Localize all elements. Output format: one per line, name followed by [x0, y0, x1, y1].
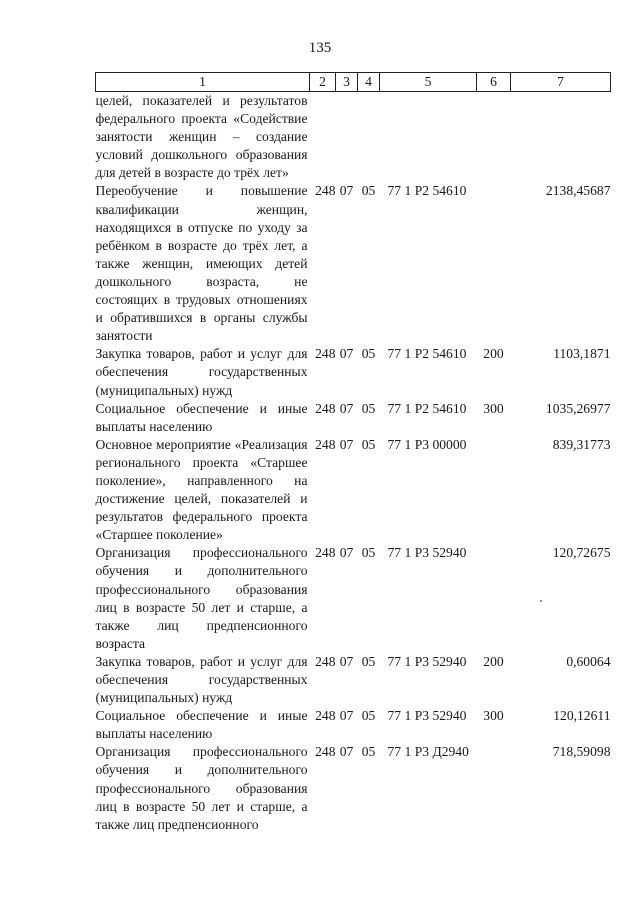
- page-number: 135: [308, 40, 332, 56]
- cell-target-article: [380, 92, 477, 183]
- cell-section: 07: [339, 545, 354, 561]
- cell-admin-code: 248: [315, 744, 336, 760]
- cell-admin-code: 248: [315, 436, 336, 452]
- cell-target-article: 77 1 Р3 Д2940: [387, 744, 469, 760]
- row-name: Организация профессионального обучения и дополнительного профессионального образования лиц в возрасте 50 лет и старше, а также лиц предпенсионного: [95, 744, 308, 832]
- row-name: Социальное обеспечение и иные выплаты населению: [95, 400, 308, 434]
- cell-expense-type: [477, 92, 511, 183]
- cell-expense-type: [477, 544, 511, 653]
- cell-target-article: 77 1 Р3 52940: [387, 545, 467, 561]
- cell-section: 07: [339, 744, 354, 760]
- row-name: Закупка товаров, работ и услуг для обеспечения государственных (муниципальных) нужд: [95, 653, 308, 706]
- cell-expense-type: 300: [483, 708, 504, 724]
- cell-target-article: 77 1 Р2 54610: [387, 400, 467, 416]
- cell-section: [336, 92, 358, 183]
- cell-admin-code: 248: [315, 708, 336, 724]
- cell-amount: 1103,1871: [553, 346, 611, 362]
- cell-section: 07: [339, 436, 354, 452]
- cell-amount: 839,31773: [552, 436, 611, 452]
- table-row: [96, 743, 611, 833]
- cell-target-article: 77 1 Р2 54610: [387, 183, 467, 199]
- cell-expense-type: 300: [483, 400, 504, 416]
- table-row: [96, 544, 611, 653]
- cell-section: 07: [339, 653, 354, 669]
- row-name: Организация профессионального обучения и дополнительного профессионального образования лиц в возрасте 50 лет и старше, а также лиц предпенсионного возраста: [95, 545, 308, 651]
- table-row: [96, 92, 611, 183]
- column-header: 1: [96, 73, 310, 92]
- cell-expense-type: [477, 436, 511, 545]
- cell-expense-type: [477, 182, 511, 345]
- cell-amount: 0,60064: [566, 653, 611, 669]
- cell-subsection: 05: [361, 744, 376, 760]
- table-row: [96, 707, 611, 743]
- row-name: Основное мероприятие «Реализация регионального проекта «Старшее поколение», направленного на достижение целей, показателей и результатов федерального проекта «Старшее поколение»: [95, 436, 308, 543]
- cell-admin-code: 248: [315, 346, 336, 362]
- cell-amount: 718,59098: [552, 744, 611, 760]
- cell-section: 07: [339, 346, 354, 362]
- column-header: 5: [380, 73, 477, 92]
- row-name: Социальное обеспечение и иные выплаты населению: [95, 708, 308, 742]
- cell-subsection: 05: [361, 436, 376, 452]
- cell-subsection: 05: [361, 653, 376, 669]
- cell-expense-type: 200: [483, 653, 504, 669]
- row-name: целей, показателей и результатов федерального проекта «Содействие занятости женщин – создание условий дошкольного образования для детей в возрасте до трёх лет»: [95, 93, 308, 181]
- cell-admin-code: 248: [315, 400, 336, 416]
- cell-target-article: 77 1 Р3 52940: [387, 653, 467, 669]
- cell-target-article: 77 1 Р2 54610: [387, 346, 467, 362]
- table-row: [96, 345, 611, 399]
- cell-subsection: [358, 92, 380, 183]
- table-header-row: [96, 73, 611, 92]
- cell-expense-type: [477, 743, 511, 833]
- column-header: 2: [310, 73, 336, 92]
- cell-amount: 120,12611: [553, 708, 611, 724]
- cell-expense-type: 200: [483, 346, 504, 362]
- table-row: [96, 653, 611, 707]
- cell-subsection: 05: [361, 400, 376, 416]
- cell-subsection: 05: [361, 346, 376, 362]
- row-name: Закупка товаров, работ и услуг для обеспечения государственных (муниципальных) нужд: [95, 346, 308, 398]
- cell-amount: 2138,45687: [545, 183, 611, 199]
- cell-subsection: 05: [361, 708, 376, 724]
- cell-amount: [511, 92, 611, 183]
- cell-admin-code: [310, 92, 336, 183]
- cell-admin-code: 248: [315, 545, 336, 561]
- cell-section: 07: [339, 400, 354, 416]
- column-header: 3: [336, 73, 358, 92]
- table-row: [96, 182, 611, 345]
- column-header: 4: [358, 73, 380, 92]
- column-header: 7: [511, 73, 611, 92]
- cell-subsection: 05: [361, 183, 376, 199]
- cell-admin-code: 248: [315, 653, 336, 669]
- table-row: [96, 436, 611, 545]
- budget-table: [95, 72, 611, 834]
- scan-speck: [540, 600, 542, 602]
- cell-section: 07: [339, 183, 354, 199]
- cell-amount: 1035,26977: [545, 400, 611, 416]
- cell-target-article: 77 1 Р3 52940: [387, 708, 467, 724]
- row-name: Переобучение и повышение квалификации женщин, находящихся в отпуске по уходу за ребёнком в возрасте до трёх лет, а также женщин, имеющих детей дошкольного возраста, не состоящих в трудовых отношениях и обратившихся в органы службы занятости: [95, 183, 308, 344]
- cell-target-article: 77 1 Р3 00000: [387, 436, 467, 452]
- cell-section: 07: [339, 708, 354, 724]
- cell-admin-code: 248: [315, 183, 336, 199]
- cell-amount: 120,72675: [552, 545, 611, 561]
- column-header: 6: [477, 73, 511, 92]
- table-row: [96, 400, 611, 436]
- cell-subsection: 05: [361, 545, 376, 561]
